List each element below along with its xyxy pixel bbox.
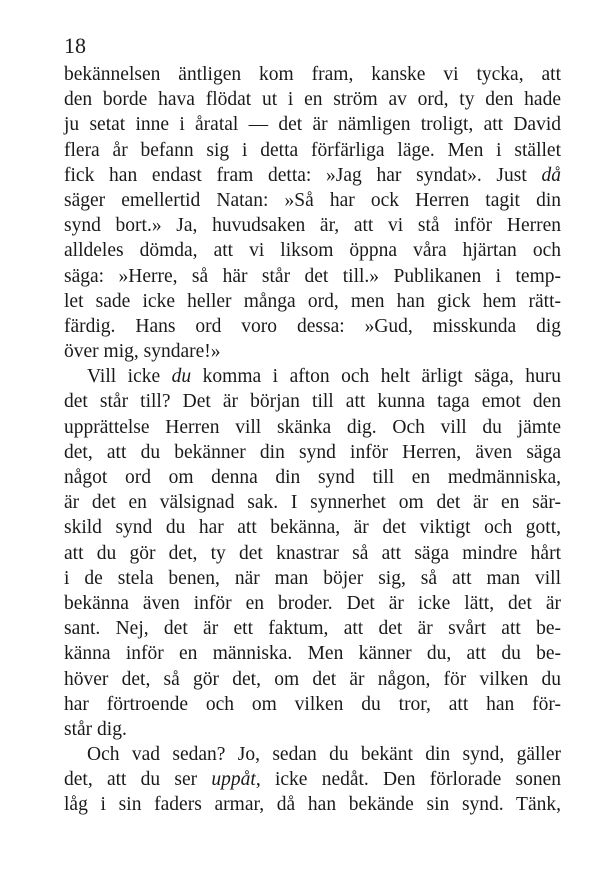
text-line: synd bort.» Ja, huvudsaken är, att vi stå inför Herren bbox=[64, 215, 561, 237]
text-segment: det, att du ser bbox=[64, 769, 212, 791]
paragraph-1 bbox=[64, 62, 561, 364]
text-line: står dig. bbox=[64, 718, 127, 740]
text-line bbox=[64, 767, 561, 792]
text-line: flera år befann sig i detta förfärliga läge. Men i stället bbox=[64, 139, 561, 161]
text-line: let sade icke heller många ord, men han gick hem rätt- bbox=[64, 290, 561, 312]
italic-word: uppåt bbox=[211, 769, 256, 791]
text-line: alldeles dömda, att vi liksom öppna våra hjärtan och bbox=[64, 240, 561, 262]
text-segment: komma i afton och helt ärligt säga, huru bbox=[191, 366, 561, 388]
text-segment: , icke nedåt. Den förlorade sonen bbox=[255, 769, 561, 791]
page-number: 18 bbox=[64, 33, 86, 58]
text-line: ju setat inne i åratal — det är nämligen troligt, att David bbox=[64, 114, 561, 136]
text-line: säga: »Herre, så här står det till.» Publikanen i temp- bbox=[64, 265, 561, 287]
text-line: sant. Nej, det är ett faktum, att det är svårt att be- bbox=[64, 618, 561, 640]
body-text bbox=[64, 62, 561, 818]
text-line: säger emellertid Natan: »Så har ock Herren tagit din bbox=[64, 189, 561, 211]
paragraph-3 bbox=[64, 742, 561, 818]
text-line: skild synd du har att bekänna, är det viktigt och gott, bbox=[64, 517, 561, 539]
text-line: i de stela benen, när man böjer sig, så att man vill bbox=[64, 567, 561, 589]
text-line: den borde hava flödat ut i en ström av ord, ty den hade bbox=[64, 89, 561, 111]
text-line: höver det, så gör det, om det är någon, för vilken du bbox=[64, 668, 561, 690]
text-line: bekännelsen äntligen kom fram, kanske vi tycka, att bbox=[64, 64, 561, 85]
text-line: bekänna även inför en broder. Det är icke lätt, det är bbox=[64, 592, 561, 614]
text-line: upprättelse Herren vill skänka dig. Och vill du jämte bbox=[64, 416, 561, 438]
text-line: har förtroende och om vilken du tror, att han för- bbox=[64, 693, 561, 715]
text-line: över mig, syndare!» bbox=[64, 341, 221, 363]
paragraph-2 bbox=[64, 364, 561, 742]
text-line: det står till? Det är början till att kunna taga emot den bbox=[64, 391, 561, 413]
text-line: det, att du bekänner din synd inför Herren, även säga bbox=[64, 441, 561, 463]
text-line: känna inför en människa. Men känner du, att du be- bbox=[64, 643, 561, 665]
text-line: att du gör det, ty det knastrar så att säga mindre hårt bbox=[64, 542, 561, 564]
italic-word: då bbox=[541, 164, 561, 186]
italic-word: du bbox=[171, 366, 192, 388]
text-segment: Vill icke bbox=[87, 366, 172, 388]
text-line: färdig. Hans ord voro dessa: »Gud, misskunda dig bbox=[64, 315, 561, 337]
text-line: är det en välsignad sak. I synnerhet om det är en sär- bbox=[64, 492, 561, 514]
text-line: Och vad sedan? Jo, sedan du bekänt din synd, gäller bbox=[87, 744, 561, 766]
text-line: låg i sin faders armar, då han bekände sin synd. Tänk, bbox=[64, 794, 561, 816]
text-segment: fick han endast fram detta: »Jag har syndat». Just bbox=[64, 164, 542, 186]
text-line: något ord om denna din synd till en medmänniska, bbox=[64, 467, 561, 488]
text-line bbox=[64, 163, 561, 188]
text-line bbox=[64, 364, 561, 389]
